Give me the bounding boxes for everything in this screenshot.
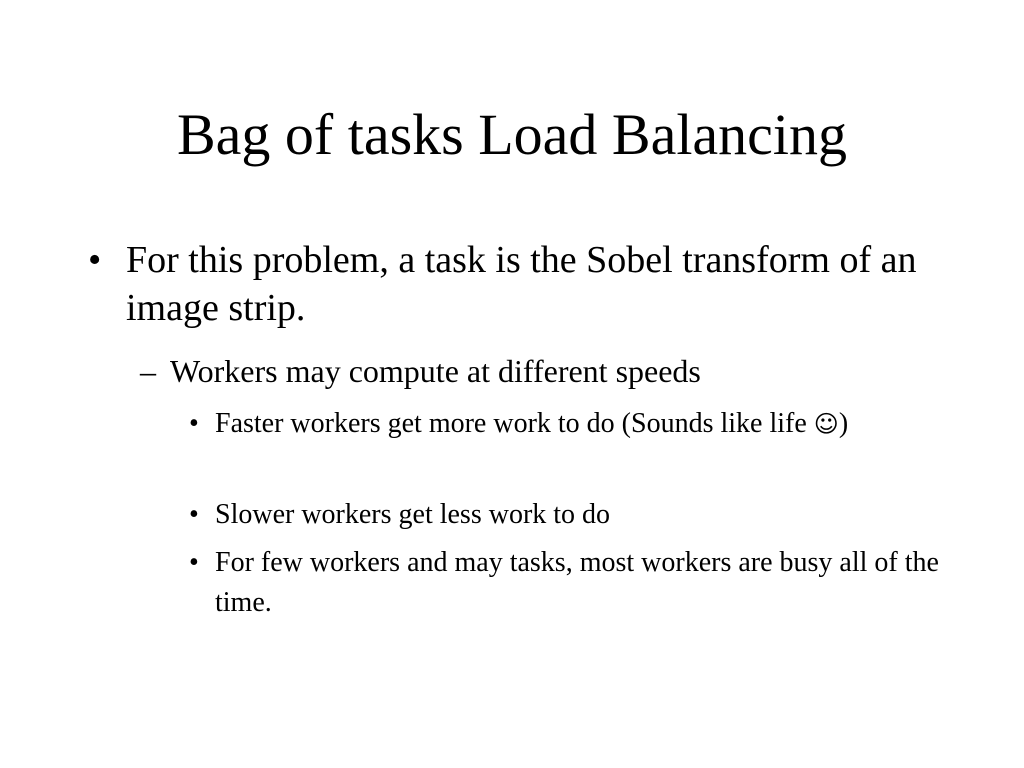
bullet-level2 — [140, 350, 950, 392]
bullet-marker: • — [189, 499, 199, 530]
bullet-level3 — [189, 543, 955, 623]
bullet-text: For this problem, a task is the Sobel transform of an image strip. — [126, 239, 917, 329]
slide-title: Bag of tasks Load Balancing — [176, 102, 848, 167]
bullet-text: Faster workers get more work to do (Sounds like life — [215, 408, 814, 439]
bullet-marker: • — [88, 239, 102, 281]
bullet-level3 — [189, 495, 955, 535]
bullet-level3 — [189, 404, 955, 444]
bullet-marker: • — [189, 547, 199, 578]
bullet-text: Slower workers get less work to do — [215, 499, 611, 530]
bullet-text-close: ) — [838, 408, 849, 439]
dash-marker: – — [140, 353, 156, 389]
bullet-level1 — [88, 236, 946, 332]
smiley-icon: ☺ — [813, 410, 839, 438]
bullet-text: For few workers and may tasks, most workers are busy all of the time. — [215, 547, 939, 618]
bullet-marker: • — [189, 408, 199, 439]
bullet-text: Workers may compute at different speeds — [170, 353, 701, 389]
